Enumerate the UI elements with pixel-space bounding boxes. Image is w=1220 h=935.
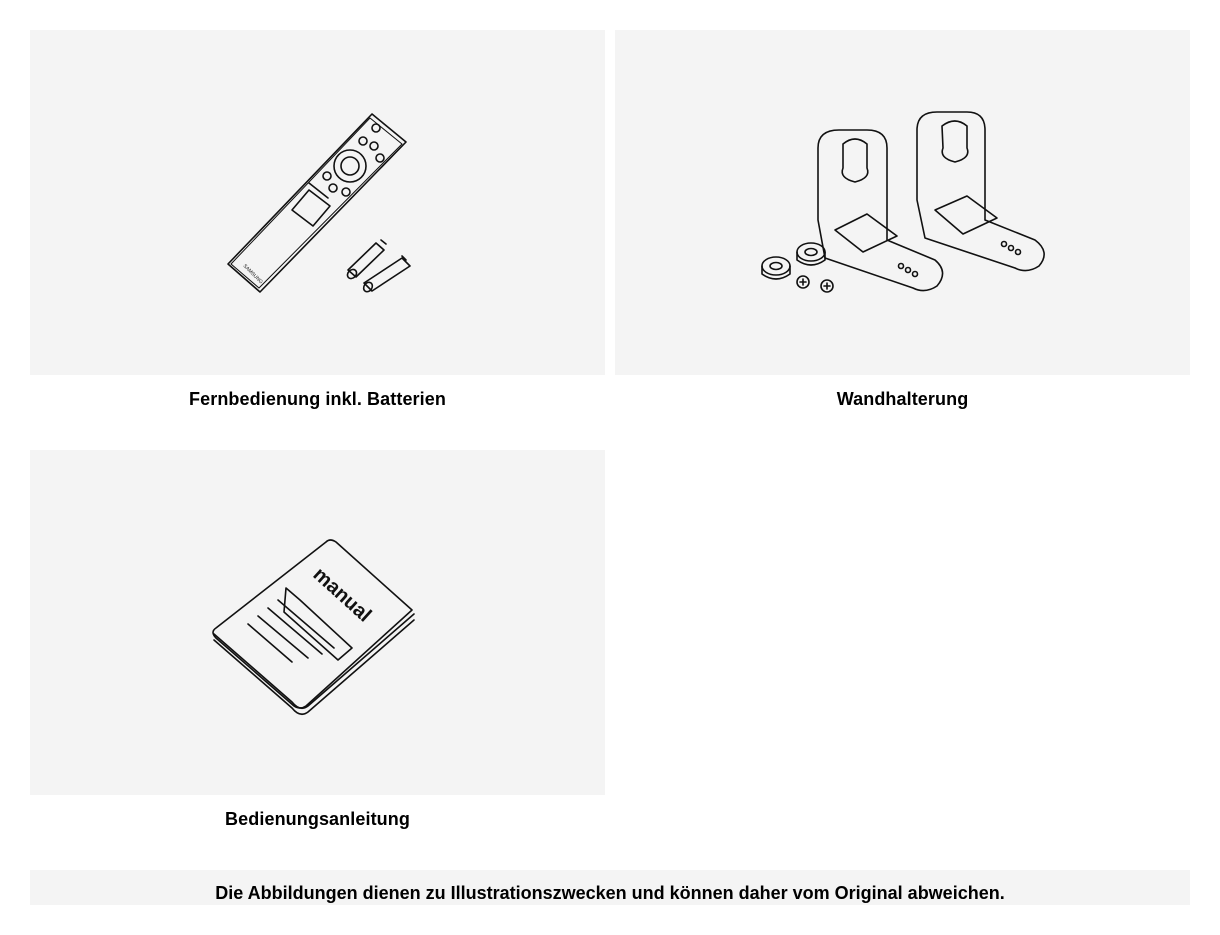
item-caption-manual: Bedienungsanleitung — [225, 809, 410, 829]
item-card-remote — [30, 30, 605, 410]
manual-booklet-icon — [30, 450, 605, 795]
remote-brand-text: SAMSUNG — [241, 263, 264, 286]
item-card-manual — [30, 450, 605, 830]
wall-mount-brackets-icon — [615, 30, 1190, 375]
remote-control-with-batteries-icon — [30, 30, 605, 375]
disclaimer-banner: Die Abbildungen dienen zu Illustrationszwecken und können daher vom Original abweichen. — [30, 870, 1190, 905]
item-caption-wall-mount: Wandhalterung — [836, 389, 969, 409]
wall-mount-image — [615, 30, 1190, 375]
remote-image — [30, 30, 605, 375]
manual-cover-text: manual — [308, 563, 376, 627]
manual-image — [30, 450, 605, 795]
item-caption-remote: Fernbedienung inkl. Batterien — [189, 389, 446, 409]
item-card-wall-mount — [615, 30, 1190, 410]
